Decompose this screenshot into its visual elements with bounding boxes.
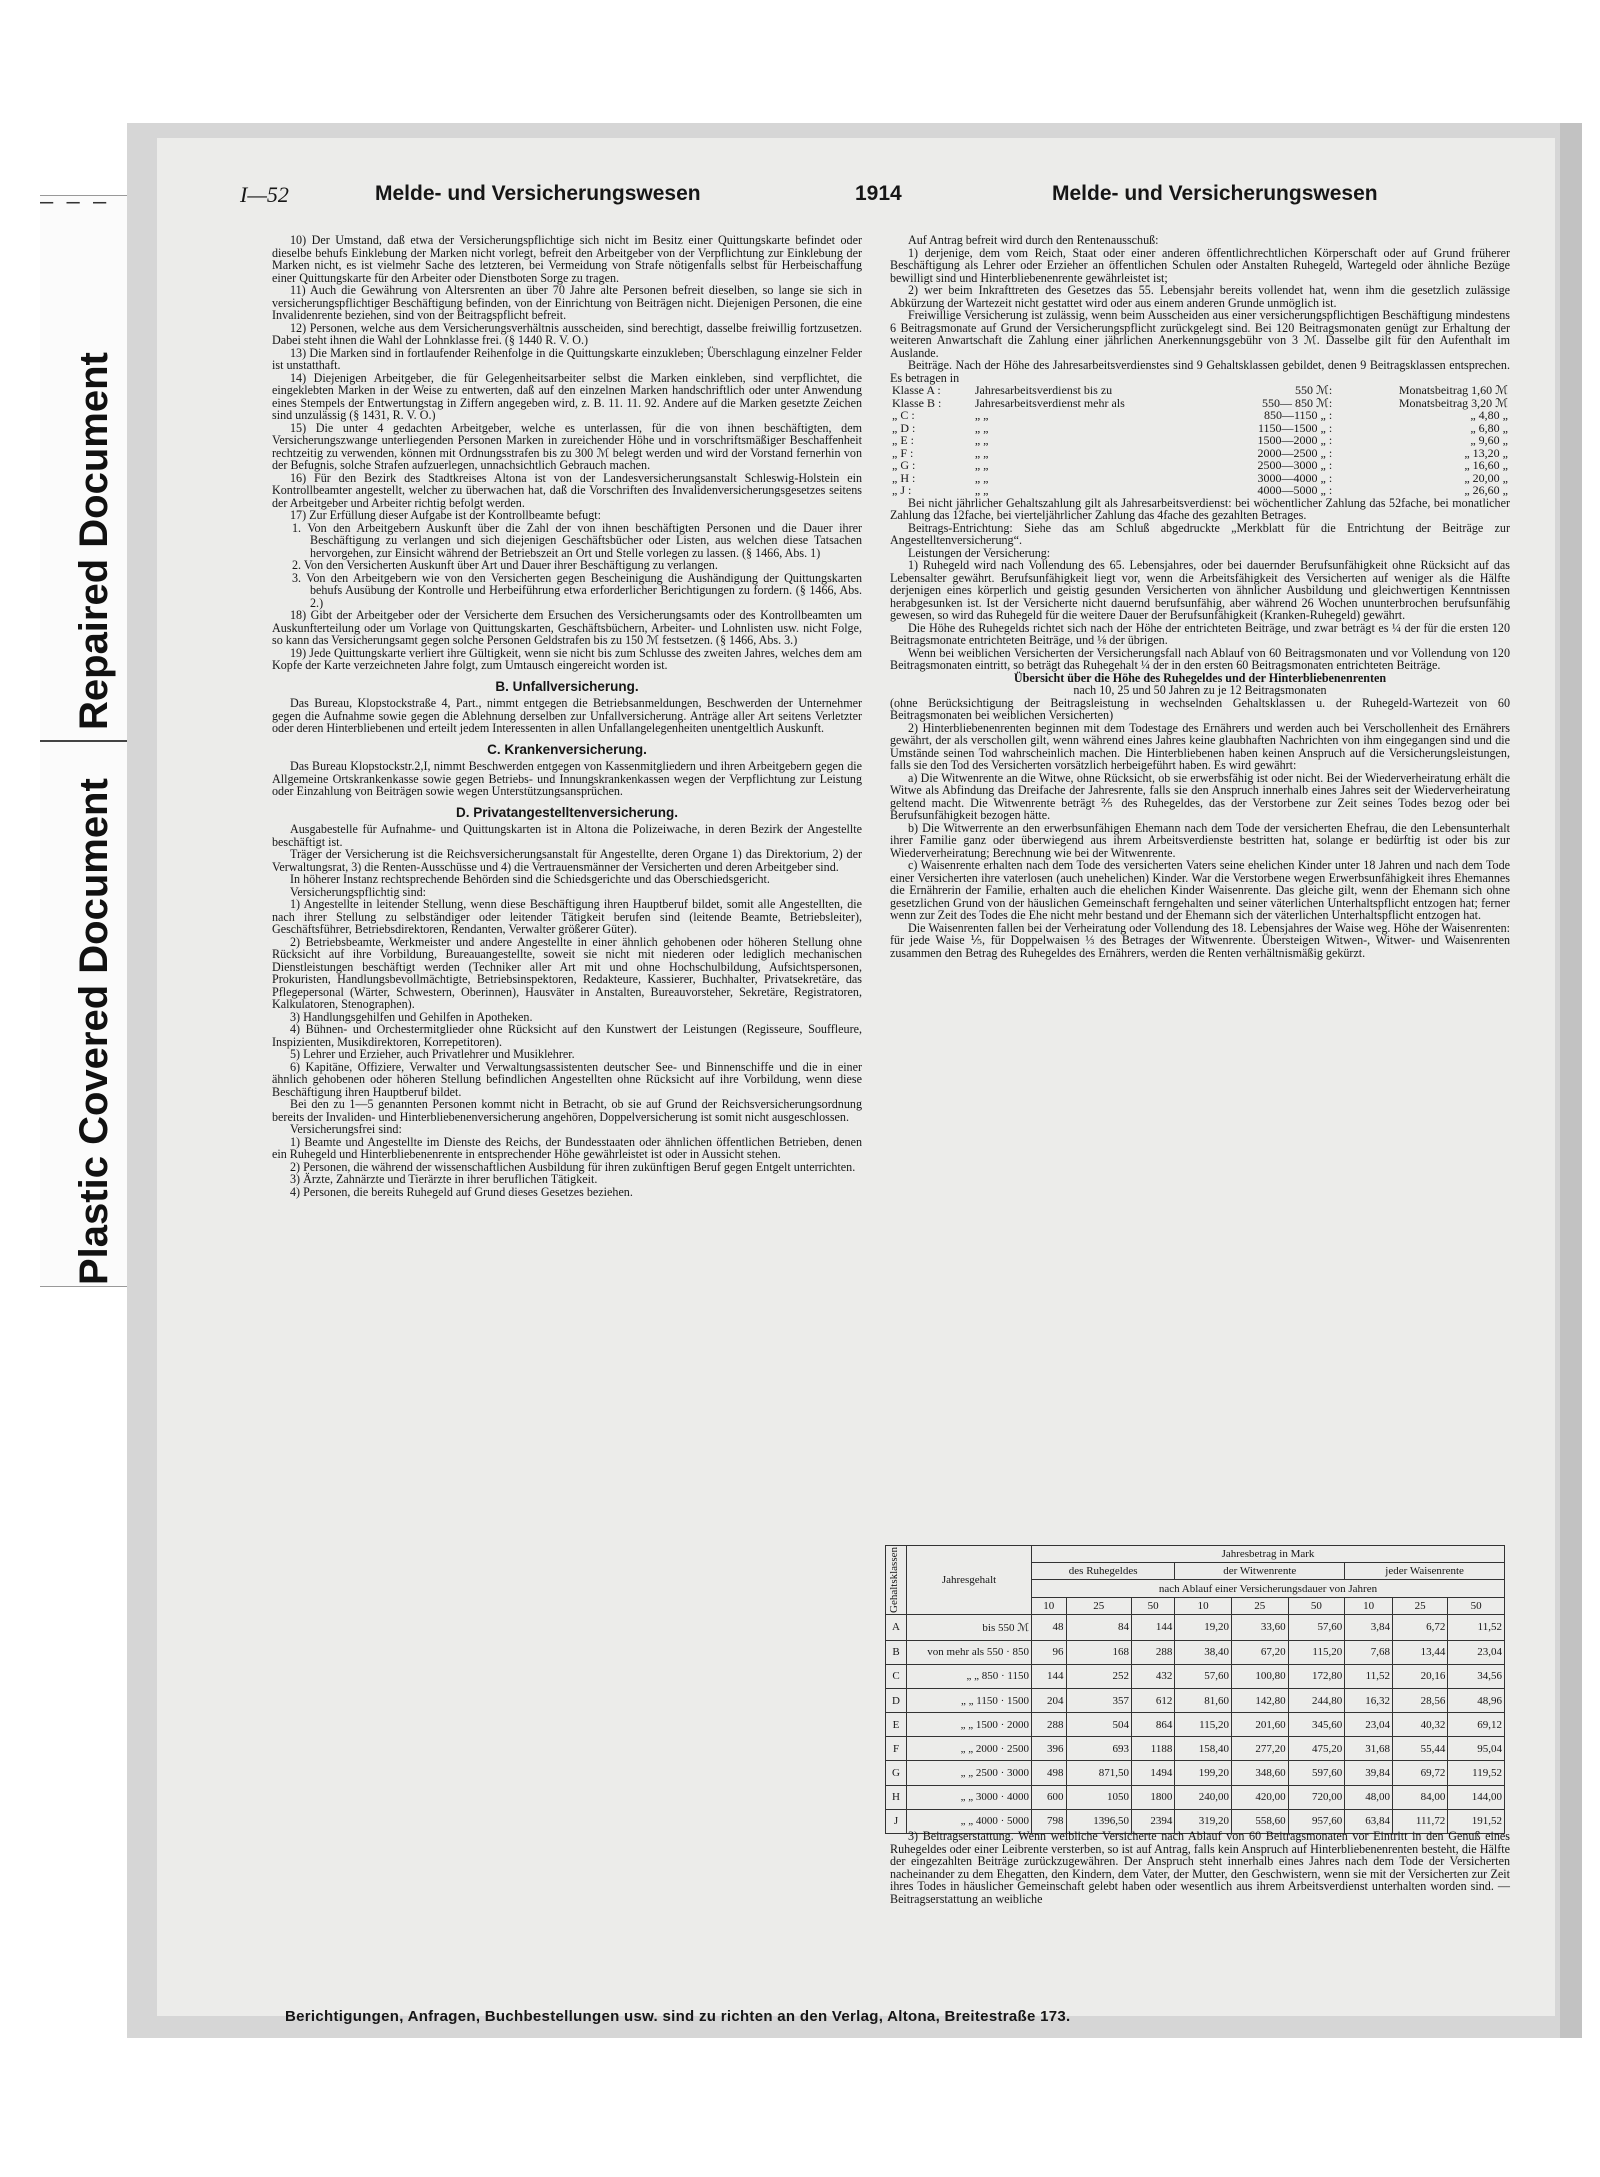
pension-table: [885, 1545, 1505, 1834]
amount-cell: 252: [1066, 1664, 1131, 1688]
klasse-row: [890, 484, 1510, 497]
salary-cell: „ „ 850 · 1150: [907, 1664, 1032, 1688]
klasse-cell: 850—1150 „ :: [1263, 408, 1333, 422]
left-paragraph: 1) Beamte und Angestellte im Dienste des Reichs, der Bundesstaaten oder ähnlichen öffentlichen Betrieben, denen ein Ruhegeld und Hinterbliebenenrente in entsprechender Höhe gewährleistet ist oder in Aussicht stehen.: [272, 1134, 862, 1161]
pension-row: [886, 1785, 1505, 1809]
class-cell: H: [886, 1785, 907, 1809]
amount-cell: 7,68: [1345, 1640, 1393, 1664]
klasse-row: [890, 384, 1510, 397]
amount-cell: 1050: [1066, 1785, 1131, 1809]
amount-header: Jahresbetrag in Mark: [1032, 1546, 1505, 1563]
right_mid-paragraph: nach 10, 25 und 50 Jahren zu je 12 Beitragsmonaten: [1073, 683, 1327, 697]
left-paragraph: C. Krankenversicherung.: [487, 741, 647, 757]
left-paragraph: 3. Von den Arbeitgebern wie von den Versicherten gegen Bescheinigung die Aushändigung der Quittungskarten behufs Ausübung der Kontrolle und Herbeiführung etwa erforderlicher Berichtigungen zu fordern. (§ 1466, Abs. 2.): [292, 570, 862, 610]
left-paragraph: In höherer Instanz rechtsprechende Behörden sind die Schiedsgerichte und das Oberschiedsgericht.: [290, 872, 770, 886]
amount-cell: 168: [1066, 1640, 1131, 1664]
amount-cell: 798: [1032, 1809, 1067, 1833]
class-cell: J: [886, 1809, 907, 1833]
amount-cell: 191,52: [1448, 1809, 1505, 1833]
amount-cell: 115,20: [1175, 1713, 1232, 1737]
right_top-paragraph: 1) derjenige, dem vom Reich, Staat oder einer anderen öffentlichrechtlichen Körperschaft oder auf Grund früherer Beschäftigung als Lehrer oder Erzieher an öffentlichen Schulen oder Anstalten Ruhegeld, Wartegeld oder ähnliche Bezüge bewilligt sind und Hinterbliebenenrente gewährleistet ist;: [890, 245, 1510, 285]
salary-cell: „ „ 4000 · 5000: [907, 1809, 1032, 1833]
amount-cell: 1396,50: [1066, 1809, 1131, 1833]
klasse-cell: „ 16,60 „: [1464, 458, 1508, 472]
left-paragraph: 2) Betriebsbeamte, Werkmeister und andere Angestellte in einer ähnlich gehobenen oder höheren Stellung ohne Rücksicht auf ihre Vorbildung, Bureauangestellte, soweit sie nicht mit niederen oder lediglich mechanischen Dienstleistungen beschäftigt werden (Techniker aller Art mit und ohne Hochschulbildung, Aufsichtspersonen, Prokuristen, Handlungsbevollmächtigte, Betriebsinspektoren, Redakteure, Kassierer, Buchhalter, Privatsekretäre, das Pflegepersonal (Wärter, Schwestern, Oberinnen), Hausväter in Anstalten, Bureauvorsteher, Sekretäre, Registratoren, Kalkulatoren, Stenographen).: [272, 934, 862, 1011]
amount-cell: 57,60: [1175, 1664, 1232, 1688]
klasse-row: [890, 434, 1510, 447]
amount-cell: 55,44: [1393, 1737, 1448, 1761]
classes-header: Gehaltsklassen: [886, 1546, 907, 1615]
sheet-edge: [1560, 123, 1582, 2038]
amount-cell: 11,52: [1345, 1664, 1393, 1688]
amount-cell: 40,32: [1393, 1713, 1448, 1737]
right_mid-paragraph: (ohne Berücksichtigung der Beitragsleistung in wechselnden Gehaltsklassen u. der Ruhegeld-Wartezeit von 60 Beitragsmonaten bei weiblichen Versicherten): [890, 695, 1510, 722]
right-top-text: [890, 234, 1510, 384]
left-column: [272, 234, 862, 1198]
amount-cell: 558,60: [1231, 1809, 1288, 1833]
left-paragraph: 1) Angestellte in leitender Stellung, wenn diese Beschäftigung ihren Hauptberuf bildet, somit alle Angestellten, die nach ihrer Stellung zu selbständiger oder leitender Tätigkeit berufen sind (leitende Beamte, Betriebsleiter), Geschäftsführer, Betriebsdirektoren, Rendanten, Verwalter größerer Güter).: [272, 897, 862, 936]
left-paragraph: 15) Die unter 4 gedachten Arbeitgeber, welche es unterlassen, für die von ihnen beschäftigten, dem Versicherungszwange unterliegenden Personen Marken in zureichender Höhe und in vorschriftsmäßiger Beschaffenheit rechtzeitig zu verwenden, können mit Ordnungsstrafen bis zu 300 ℳ belegt werden und wird der Vorstand fernerhin von der Befugnis, solche Strafen aufzuerlegen, unnachsichtlich Gebrauch machen.: [272, 420, 862, 472]
class-cell: C: [886, 1664, 907, 1688]
right_mid-paragraph: 2) Hinterbliebenenrenten beginnen mit dem Todestage des Ernährers und werden auch bei Verschollenheit des Ernährers gewährt, der als verschollen gilt, wenn während eines Jahres keine glaubhaften Nachrichten von ihm eingegangen sind und die Umstände seinen Tod wahrscheinlich machen. Die Hinterbliebenen haben keinen Anspruch auf die Versicherungsleistungen, falls sie den Tod des Versicherten vorsätzlich herbeigeführt haben. Es wird gewährt:: [890, 720, 1510, 772]
amount-cell: 432: [1131, 1664, 1174, 1688]
left-paragraph: 10) Der Umstand, daß etwa der Versicherungspflichtige sich nicht im Besitz einer Quittungskarte befindet oder dieselbe behufs Einklebung der Marken nicht vorlegt, befreit den Arbeitgeber von der Verpflichtung zur Einklebung der Marken nicht, es ist vielmehr Sache des letzteren, bei Vermeidung von Strafe nötigenfalls selbst für Herbeischaffung einer Quittungskarte für den Arbeiter oder Dienstboten Sorge zu tragen.: [272, 233, 862, 285]
klasse-cell: 1150—1500 „ :: [1257, 420, 1333, 435]
year-header: 50: [1448, 1597, 1505, 1614]
footer-notice: Berichtigungen, Anfragen, Buchbestellungen usw. sind zu richten an den Verlag, Altona, Breitestraße 173.: [285, 2008, 1071, 2025]
klasse-row: [890, 409, 1510, 422]
left-paragraph: 2. Von den Versicherten Auskunft über Art und Dauer ihrer Beschäftigung zu verlangen.: [292, 558, 718, 572]
right_bottom-paragraph: 3) Beitragserstattung. Wenn weibliche Versicherte nach Ablauf von 60 Beitragsmonaten vor Eintritt in den Genuß eines Ruhegeldes oder einer Leibrente versterben, so ist auf Antrag, falls kein Anspruch auf Hinterbliebenenrenten besteht, die Hälfte der eingezahlten Beiträge zurückzugewähren. Der Anspruch steht innerhalb eines Jahres nach dem Tode der Versicherten nacheinander zu dem Ehegatten, den Kindern, dem Vater, der Mutter, den Geschwistern, wenn sie mit der Versicherten zur Zeit ihres Todes in häuslicher Gemeinschaft gelebt haben oder wesentlich aus ihrem Arbeitsverdienst unterhalten worden sind. — Beitragserstattung an weibliche: [890, 1829, 1510, 1906]
amount-cell: 504: [1066, 1713, 1131, 1737]
amount-cell: 48: [1032, 1614, 1067, 1640]
salary-cell: „ „ 3000 · 4000: [907, 1785, 1032, 1809]
duration-header: nach Ablauf einer Versicherungsdauer von Jahren: [1032, 1580, 1505, 1597]
amount-cell: 13,44: [1393, 1640, 1448, 1664]
right_mid-paragraph: Die Höhe des Ruhegelds richtet sich nach der Höhe der entrichteten Beiträge, und zwar beträgt es ¼ der für die ersten 120 Beitragsmonate entrichteten Beiträge, und ⅛ der übrigen.: [890, 620, 1510, 647]
pension-row: [886, 1640, 1505, 1664]
header-right-title: Melde- und Versicherungswesen: [1052, 182, 1378, 205]
klasse-cell: „ „: [974, 445, 989, 460]
amount-cell: 81,60: [1175, 1689, 1232, 1713]
klasse-cell: „ „: [974, 433, 989, 447]
amount-cell: 48,96: [1448, 1689, 1505, 1713]
amount-cell: 288: [1131, 1640, 1174, 1664]
left-paragraph: 4) Personen, die bereits Ruhegeld auf Grund dieses Gesetzes beziehen.: [290, 1184, 633, 1199]
klasse-cell: „ „: [974, 408, 989, 422]
pension-row: [886, 1737, 1505, 1761]
klasse-cell: „ 9,60 „: [1470, 433, 1508, 447]
klasse-cell: „ „: [974, 470, 989, 485]
klasse-cell: 3000—4000 „ :: [1257, 470, 1333, 485]
amount-cell: 288: [1032, 1713, 1067, 1737]
amount-cell: 357: [1066, 1689, 1131, 1713]
page-number: I—52: [240, 182, 289, 207]
amount-cell: 31,68: [1345, 1737, 1393, 1761]
klasse-cell: „ „: [974, 420, 989, 435]
left-paragraph: 19) Jede Quittungskarte verliert ihre Gültigkeit, wenn sie nicht bis zum Schlusse des zweiten Jahres, welches dem am Kopfe der Karte verzeichneten Jahre folgt, zum Umtausch eingereicht worden ist.: [272, 645, 862, 672]
left-paragraph: 6) Kapitäne, Offiziere, Verwalter und Verwaltungsassistenten deutscher See- und Binnenschiffe und die in einer ähnlich gehobenen oder höheren Stellung befindlichen Angestellten ohne Rücksicht auf ihre Vorbildung, wenn diese Beschäftigung ihren Hauptberuf bildet.: [272, 1059, 862, 1099]
klasse-cell: Klasse A :: [892, 383, 941, 397]
right-bottom-text: [890, 1830, 1510, 1905]
amount-cell: 16,32: [1345, 1689, 1393, 1713]
klasse-cell: „ G :: [892, 458, 916, 472]
klasse-cell: 550— 850 ℳ:: [1262, 395, 1333, 410]
klasse-cell: „ H :: [892, 470, 916, 485]
class-cell: E: [886, 1713, 907, 1737]
salary-cell: „ „ 1500 · 2000: [907, 1713, 1032, 1737]
amount-cell: 67,20: [1231, 1640, 1288, 1664]
year-header: 25: [1231, 1597, 1288, 1614]
amount-cell: 720,00: [1288, 1785, 1345, 1809]
right_mid-paragraph: a) Die Witwenrente an die Witwe, ohne Rücksicht, ob sie erwerbsfähig ist oder nicht. Bei der Wiederverheiratung erhält die Witwe als Abfindung das Dreifache der Jahresrente, falls sie den Anspruch innerhalb eines Jahres seit der Wiederverheiratung geltend macht. Die Witwenrente beträgt ⅖ des Ruhegeldes, das der Verstorbene zur Zeit seines Todes bezog oder bei Berufsunfähigkeit bezogen hätte.: [890, 770, 1510, 822]
amount-cell: 11,52: [1448, 1614, 1505, 1640]
right-mid-text: [890, 497, 1510, 960]
amount-cell: 142,80: [1231, 1689, 1288, 1713]
pension-row: [886, 1761, 1505, 1785]
header-year: 1914: [855, 182, 902, 205]
amount-cell: 20,16: [1393, 1664, 1448, 1688]
amount-cell: 39,84: [1345, 1761, 1393, 1785]
right_mid-paragraph: 1) Ruhegeld wird nach Vollendung des 65. Lebensjahres, oder bei dauernder Berufsunfähigkeit ohne Rücksicht auf das Lebensalter gewährt. Berufsunfähigkeit liegt vor, wenn die Arbeitsfähigkeit des Versicherten auf weniger als die Hälfte derjenigen eines körperlich und geistig gesunden Versicherten von ähnlicher Ausbildung und gleichwertigen Kenntnissen herabgesunken ist. Ist der Versicherte nicht dauernd berufsunfähig, aber während 26 Wochen ununterbrochen berufsunfähig gewesen, so wird das Ruhegeld für die weitere Dauer der Berufsunfähigkeit (Kranken-Ruhegeld) gewährt.: [890, 558, 1510, 622]
year-header: 10: [1175, 1597, 1232, 1614]
amount-cell: 864: [1131, 1713, 1174, 1737]
left-paragraph: Bei den zu 1—5 genannten Personen kommt nicht in Betracht, ob sie auf Grund der Reichsversicherungsordnung bereits der Invaliden- und Hinterbliebenenversicherung angehören, Doppelversicherung ist somit nicht ausgeschlossen.: [272, 1097, 862, 1124]
klasse-cell: „ F :: [892, 445, 914, 460]
plastic-covered-label: Plastic Covered Document: [72, 778, 116, 1285]
salary-cell: von mehr als 550 · 850: [907, 1640, 1032, 1664]
amount-cell: 204: [1032, 1689, 1067, 1713]
klasse-cell: Monatsbeitrag 3,20 ℳ: [1398, 395, 1508, 410]
left-paragraph: 12) Personen, welche aus dem Versicherungsverhältnis ausscheiden, sind berechtigt, dasselbe freiwillig fortzusetzen. Dabei steht ihnen die Wahl der Lohnklasse frei. (§ 1440 R. V. O.): [272, 320, 862, 347]
amount-cell: 63,84: [1345, 1809, 1393, 1833]
group-header: des Ruhegeldes: [1032, 1563, 1175, 1580]
class-cell: F: [886, 1737, 907, 1761]
amount-cell: 23,04: [1448, 1640, 1505, 1664]
left-paragraph: 1. Von den Arbeitgebern Auskunft über die Zahl der von ihnen beschäftigten Personen und die Dauer ihrer Beschäftigung zu verlangen und sich diejenigen Geschäftsbücher oder Listen, aus welchen diese Tatsachen hervorgehen, zur Einsicht während der Betriebszeit an Ort und Stelle vorlegen zu lassen. (§ 1466, Abs. 1): [292, 520, 862, 560]
klasse-row: [890, 459, 1510, 472]
amount-cell: 957,60: [1288, 1809, 1345, 1833]
class-cell: G: [886, 1761, 907, 1785]
right_mid-paragraph: b) Die Witwerrente an den erwerbsunfähigen Ehemann nach dem Tode der versicherten Ehefrau, die den Lebensunterhalt ihrer Familie ganz oder überwiegend aus ihrem Arbeitsverdienste bestritten hat, solange er bedürftig ist oder bis zur Wiederverheiratung; Berechnung wie bei der Witwenrente.: [890, 820, 1510, 860]
left-paragraph: 11) Auch die Gewährung von Altersrenten an über 70 Jahre alte Personen befreit dieselben, so lange sie sich in versicherungspflichtiger Beschäftigung befinden, von der Einrichtung von Beiträgen nicht. Diejenigen Personen, die eine Invalidenrente beziehen, sind von der Beitragspflicht befreit.: [272, 283, 862, 322]
amount-cell: 84,00: [1393, 1785, 1448, 1809]
amount-cell: 420,00: [1231, 1785, 1288, 1809]
right_top-paragraph: Auf Antrag befreit wird durch den Rentenausschuß:: [908, 233, 1159, 247]
right_mid-paragraph: c) Waisenrente erhalten nach dem Tode des versicherten Vaters seine ehelichen Kinder unter 18 Jahren und nach dem Tode einer Versicherten ihre vaterlosen (auch unehelichen) Kinder. War die Verstorbene wegen Erwerbsunfähigkeit ihres Ehemannes die Ernährerin der Familie, erhalten auch die ehelichen Kinder Waisenrente. Das gleiche gilt, wenn der Ehemann sich ohne gesetzlichen Grund von der häuslichen Gemeinschaft ferngehalten und seiner väterlichen Unterhaltspflicht entzogen hat; ferner wenn zur Zeit des Todes die Ehe nicht mehr bestand und der Ehemann sich der väterlichen Unterhaltspflicht entzogen hat.: [890, 858, 1510, 922]
amount-cell: 2394: [1131, 1809, 1174, 1833]
amount-cell: 144: [1131, 1614, 1174, 1640]
class-cell: A: [886, 1614, 907, 1640]
group-header: der Witwenrente: [1175, 1563, 1345, 1580]
amount-cell: 119,52: [1448, 1761, 1505, 1785]
amount-cell: 144,00: [1448, 1785, 1505, 1809]
left-paragraph: 17) Zur Erfüllung dieser Aufgabe ist der Kontrollbeamte befugt:: [290, 508, 601, 522]
amount-cell: 1800: [1131, 1785, 1174, 1809]
pension-row: [886, 1614, 1505, 1640]
amount-cell: 69,72: [1393, 1761, 1448, 1785]
amount-cell: 498: [1032, 1761, 1067, 1785]
pension-row: [886, 1713, 1505, 1737]
right_top-paragraph: Beiträge. Nach der Höhe des Jahresarbeitsverdienstes sind 9 Gehaltsklassen gebildet, denen 9 Beitragsklassen entsprechen. Es betragen in: [890, 358, 1510, 385]
amount-cell: 345,60: [1288, 1713, 1345, 1737]
amount-cell: 48,00: [1345, 1785, 1393, 1809]
salary-cell: „ „ 2000 · 2500: [907, 1737, 1032, 1761]
klasse-cell: Monatsbeitrag 1,60 ℳ: [1398, 383, 1508, 397]
edge-marks: – – –: [40, 190, 107, 215]
amount-cell: 84: [1066, 1614, 1131, 1640]
amount-cell: 871,50: [1066, 1761, 1131, 1785]
tab-divider: [40, 740, 140, 742]
year-header: 25: [1393, 1597, 1448, 1614]
pension-row: [886, 1664, 1505, 1688]
left-paragraph: B. Unfallversicherung.: [495, 678, 639, 694]
amount-cell: 244,80: [1288, 1689, 1345, 1713]
amount-cell: 38,40: [1175, 1640, 1232, 1664]
amount-cell: 158,40: [1175, 1737, 1232, 1761]
amount-cell: 201,60: [1231, 1713, 1288, 1737]
amount-cell: 23,04: [1345, 1713, 1393, 1737]
klasse-cell: „ J :: [892, 483, 912, 497]
amount-cell: 6,72: [1393, 1614, 1448, 1640]
left-paragraph: 16) Für den Bezirk des Stadtkreises Altona ist von der Landesversicherungsanstalt Schleswig-Holstein ein Kontrollbeamter angestellt, welcher zu überwachen hat, daß die Vorschriften des Invalidenversicherungsgesetzes seitens der Arbeitgeber und Arbeiter richtig befolgt werden.: [272, 470, 862, 510]
amount-cell: 319,20: [1175, 1809, 1232, 1833]
right_top-paragraph: Freiwillige Versicherung ist zulässig, wenn beim Ausscheiden aus einer versicherungspflichtigen Beschäftigung mindestens 6 Beitragsmonate auf Grund der Versicherungspflicht zurückgelegt sind. Bei 120 Beitragsmonaten genügt zur Erhaltung der weiteren Anwartschaft die Zahlung einer jährlichen Anerkennungsgebühr von 3 ℳ. Dasselbe gilt für den Aufenthalt im Auslande.: [890, 308, 1510, 360]
amount-cell: 612: [1131, 1689, 1174, 1713]
amount-cell: 600: [1032, 1785, 1067, 1809]
left-paragraph: Ausgabestelle für Aufnahme- und Quittungskarten ist in Altona die Polizeiwache, in deren Bezirk der Angestellte beschäftigt ist.: [272, 822, 862, 849]
klasse-cell: „ 26,60 „: [1464, 483, 1508, 497]
klasse-cell: „ 6,80 „: [1470, 420, 1508, 435]
left-paragraph: Träger der Versicherung ist die Reichsversicherungsanstalt für Angestellte, deren Organe 1) das Direktorium, 2) der Verwaltungsrat, 3) die Renten-Ausschüsse und 4) die Vertrauensmänner der Versicherten und deren Arbeitgeber sind.: [272, 847, 862, 874]
amount-cell: 33,60: [1231, 1614, 1288, 1640]
year-header: 50: [1288, 1597, 1345, 1614]
amount-cell: 115,20: [1288, 1640, 1345, 1664]
salary-cell: bis 550 ℳ: [907, 1614, 1032, 1640]
left-paragraph: Versicherungspflichtig sind:: [290, 884, 427, 899]
klasse-cell: „ 4,80 „: [1470, 408, 1508, 422]
amount-cell: 111,72: [1393, 1809, 1448, 1833]
year-header: 25: [1066, 1597, 1131, 1614]
klasse-cell: „ 20,00 „: [1464, 470, 1508, 485]
left-paragraph: Das Bureau, Klopstockstraße 4, Part., nimmt entgegen die Betriebsanmeldungen, Beschwerden der Unternehmer gegen die Aufnahme sowie gegen die Ablehnung derselben zur Unfallversicherung. Anträge aller Art seitens Verletzter oder deren Hinterbliebenen und erteilt jedem Interessenten in allen Unfallangelegenheiten unentgeltlich Auskunft.: [272, 696, 862, 735]
right_mid-paragraph: Übersicht über die Höhe des Ruhegeldes und der Hinterbliebenenrenten: [1013, 670, 1387, 685]
amount-cell: 96: [1032, 1640, 1067, 1664]
amount-cell: 475,20: [1288, 1737, 1345, 1761]
left-paragraph: D. Privatangestelltenversicherung.: [455, 804, 679, 820]
class-cell: D: [886, 1689, 907, 1713]
salary-cell: „ „ 1150 · 1500: [907, 1689, 1032, 1713]
klasse-cell: 550 ℳ:: [1295, 383, 1333, 397]
amount-cell: 100,80: [1231, 1664, 1288, 1688]
amount-cell: 597,60: [1288, 1761, 1345, 1785]
left-paragraph: 13) Die Marken sind in fortlaufender Reihenfolge in die Quittungskarte einzukleben; Überschlagung einzelner Felder ist unstatthaft.: [272, 345, 862, 372]
right_mid-paragraph: Bei nicht jährlicher Gehaltszahlung gilt als Jahresarbeitsverdienst: bei wöchentlicher Zahlung das 52fache, bei monatlicher Zahlung das 12fache, bei vierteljährlicher Zahlung das 4fache des gezahlten Betrages.: [890, 495, 1510, 522]
amount-cell: 28,56: [1393, 1689, 1448, 1713]
amount-cell: 3,84: [1345, 1614, 1393, 1640]
klasse-cell: Jahresarbeitsverdienst bis zu: [974, 383, 1113, 397]
amount-cell: 172,80: [1288, 1664, 1345, 1688]
left-paragraph: 4) Bühnen- und Orchestermitglieder ohne Rücksicht auf den Kunstwert der Leistungen (Regisseure, Souffleure, Inspizienten, Musikdirektoren, Korrepetitoren).: [272, 1022, 862, 1049]
amount-cell: 693: [1066, 1737, 1131, 1761]
left-paragraph: 18) Gibt der Arbeitgeber oder der Versicherte dem Ersuchen des Versicherungsamts oder des Kontrollbeamten um Auskunfterteilung oder um Vorlage von Quittungskarten, Geschäftsbüchern, Arbeiter- und Lohnlisten usw. nicht Folge, so kann das Versicherungsamt gegen solche Personen Geldstrafen bis zu 150 ℳ festsetzen. (§ 1466, Abs. 3.): [272, 608, 862, 647]
klasse-cell: Klasse B :: [892, 395, 942, 410]
klasse-cell: „ „: [974, 483, 989, 497]
year-header: 50: [1131, 1597, 1174, 1614]
salary-cell: „ „ 2500 · 3000: [907, 1761, 1032, 1785]
amount-cell: 1188: [1131, 1737, 1174, 1761]
klasse-cell: 2500—3000 „ :: [1257, 458, 1333, 472]
klasse-cell: 1500—2000 „ :: [1257, 433, 1333, 447]
klasse-cell: 4000—5000 „ :: [1257, 483, 1333, 497]
repaired-document-label: Repaired Document: [72, 352, 116, 730]
class-cell: B: [886, 1640, 907, 1664]
klasse-cell: „ E :: [892, 433, 914, 447]
amount-cell: 277,20: [1231, 1737, 1288, 1761]
amount-cell: 396: [1032, 1737, 1067, 1761]
pension-row: [886, 1689, 1505, 1713]
right_mid-paragraph: Beitrags-Entrichtung: Siehe das am Schluß abgedruckte „Merkblatt für die Entrichtung der Beiträge zur Angestelltenversicherung“.: [890, 520, 1510, 547]
amount-cell: 57,60: [1288, 1614, 1345, 1640]
amount-cell: 34,56: [1448, 1664, 1505, 1688]
amount-cell: 240,00: [1175, 1785, 1232, 1809]
right_top-paragraph: 2) wer beim Inkrafttreten des Gesetzes das 55. Lebensjahr bereits vollendet hat, wenn ihm die gesetzlich zulässige Abkürzung der Wartezeit nicht gestattet wird oder aus einem anderen Grunde unmöglich ist.: [890, 283, 1510, 310]
klasse-cell: 2000—2500 „ :: [1257, 445, 1333, 460]
amount-cell: 1494: [1131, 1761, 1174, 1785]
left-paragraph: 2) Personen, die während der wissenschaftlichen Ausbildung für ihren zukünftigen Beruf gegen Entgelt unterrichten.: [290, 1159, 856, 1174]
year-header: 10: [1032, 1597, 1067, 1614]
left-paragraph: Versicherungsfrei sind:: [290, 1122, 402, 1136]
amount-cell: 199,20: [1175, 1761, 1232, 1785]
year-header: 10: [1345, 1597, 1393, 1614]
right_mid-paragraph: Leistungen der Versicherung:: [908, 545, 1051, 560]
salary-header: Jahresgehalt: [907, 1546, 1032, 1615]
right_mid-paragraph: Wenn bei weiblichen Versicherten der Versicherungsfall nach Ablauf von 60 Beitragsmonaten und vor Vollendung von 120 Beitragsmonaten eintritt, so beträgt das Ruhegehalt ¼ der in den ersten 60 Beitragsmonaten entrichteten Beiträge.: [890, 645, 1510, 672]
amount-cell: 144: [1032, 1664, 1067, 1688]
amount-cell: 95,04: [1448, 1737, 1505, 1761]
klasse-cell: „ C :: [892, 408, 915, 422]
contribution-classes-table: [890, 384, 1510, 497]
left-paragraph: 14) Diejenigen Arbeitgeber, die für Gelegenheitsarbeiter selbst die Marken einkleben, sind verpflichtet, die eingeklebten Marken in der Weise zu entwerten, daß auf den einzelnen Marken handschriftlich oder unter Anwendung eines Stempels der Entwertungstag in Ziffern angegeben wird, z. B. 11. 11. 92. Andere auf die Marken gesetzte Zeichen sind unzulässig (§ 1431, R. V. O.): [272, 370, 862, 422]
left-paragraph: 5) Lehrer und Erzieher, auch Privatlehrer und Musiklehrer.: [290, 1047, 575, 1061]
left-paragraph: 3) Ärzte, Zahnärzte und Tierärzte in ihrer beruflichen Tätigkeit.: [290, 1172, 598, 1186]
klasse-cell: „ „: [974, 458, 989, 472]
left-paragraph: Das Bureau Klopstockstr.2,I, nimmt Beschwerden entgegen von Kassenmitgliedern und ihren Arbeitgebern gegen die Allgemeine Ortskrankenkasse sowie gegen Betriebs- und Innungskrankenkassen wegen der Verpflichtung zur Leistung oder Einzahlung von Beiträgen sowie wegen Unterstützungsansprüchen.: [272, 759, 862, 798]
header-left-title: Melde- und Versicherungswesen: [375, 182, 701, 205]
amount-cell: 348,60: [1231, 1761, 1288, 1785]
klasse-cell: Jahresarbeitsverdienst mehr als: [974, 395, 1125, 410]
klasse-cell: „ D :: [892, 420, 916, 435]
klasse-cell: „ 13,20 „: [1464, 445, 1508, 460]
right_mid-paragraph: Die Waisenrenten fallen bei der Verheiratung oder Vollendung des 18. Lebensjahres der Waise weg. Höhe der Waisenrenten: für jede Waise ⅕, für Doppelwaisen ⅓ des Betrages der Witwenrente. Übersteigen Witwen-, Witwer- und Waisenrenten zusammen den Betrag des Ruhegeldes des Ernährers, werden die Renten verhältnismäßig gekürzt.: [890, 920, 1510, 960]
amount-cell: 19,20: [1175, 1614, 1232, 1640]
left-paragraph: 3) Handlungsgehilfen und Gehilfen in Apotheken.: [290, 1009, 533, 1024]
group-header: jeder Waisenrente: [1345, 1563, 1505, 1580]
amount-cell: 69,12: [1448, 1713, 1505, 1737]
right-column: [890, 234, 1510, 959]
